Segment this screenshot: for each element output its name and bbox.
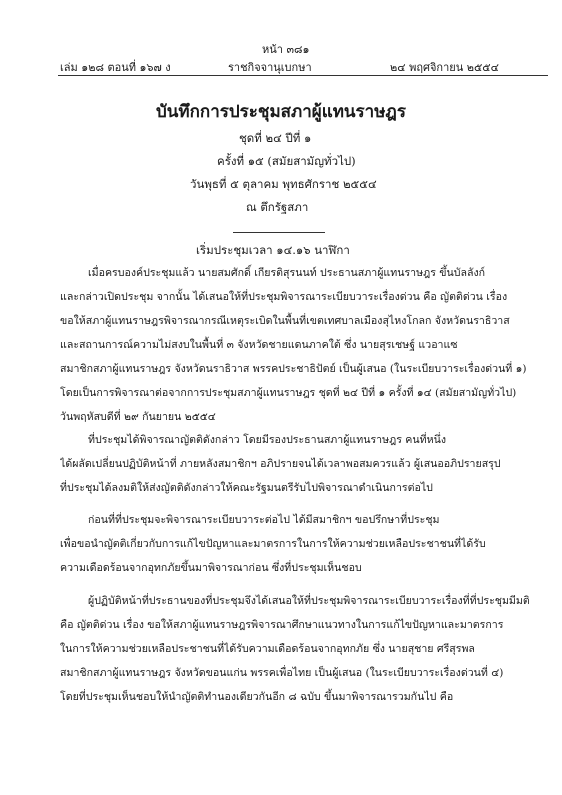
paragraph-line: โดยที่ประชุมเห็นชอบให้นำญัตติทำนองเดียวกันอีก ๘ ฉบับ ขึ้นมาพิจารณารวมกันไป คือ (60, 691, 454, 703)
section-divider (233, 232, 325, 233)
document-title: บันทึกการประชุมสภาผู้แทนราษฎร (156, 102, 406, 122)
venue-text: ณ ตึกรัฐสภา (246, 200, 309, 214)
paragraph-line: ขอให้สภาผู้แทนราษฎรพิจารณากรณีเหตุระเบิดในพื้นที่เขตเทศบาลเมืองสุไหงโกลก จังหวัดนราธิวาส (60, 315, 510, 327)
paragraph-line: ผู้ปฏิบัติหน้าที่ประธานของที่ประชุมจึงได้เสนอให้ที่ประชุมพิจารณาระเบียบวาระเรื่องที่ที่ประชุมมีมติ (88, 595, 530, 607)
paragraph-line: และกล่าวเปิดประชุม จากนั้น ได้เสนอให้ที่ประชุมพิจารณาระเบียบวาระเรื่องด่วน คือ ญัตติด่วน เรื่อง (60, 291, 508, 303)
paragraph-line: และสถานการณ์ความไม่สงบในพื้นที่ ๓ จังหวัดชายแดนภาคใต้ ซึ่ง นายสุรเชษฐ์ แวอาแซ (60, 339, 458, 351)
paragraph-line: ที่ประชุมได้พิจารณาญัตติดังกล่าว โดยมีรองประธานสภาผู้แทนราษฎร คนที่หนึ่ง (88, 434, 446, 446)
paragraph-line: ความเดือดร้อนจากอุทกภัยขึ้นมาพิจารณาก่อน ซึ่งที่ประชุมเห็นชอบ (60, 562, 362, 574)
paragraph-line: ก่อนที่ที่ประชุมจะพิจารณาระเบียบวาระต่อไป ได้มีสมาชิกฯ ขอปรึกษาที่ประชุม (88, 514, 440, 526)
meeting-text: ครั้งที่ ๑๕ (สมัยสามัญทั่วไป) (217, 154, 356, 168)
paragraph-line: ได้ผลัดเปลี่ยนปฏิบัติหน้าที่ ภายหลังสมาชิกฯ อภิปรายจนได้เวลาพอสมควรแล้ว ผู้เสนออภิปรายสรุป (60, 458, 501, 470)
paragraph-1 (60, 261, 548, 429)
start-time: เริ่มประชุมเวลา ๑๔.๑๖ นาฬิกา (196, 243, 350, 257)
header-divider (58, 75, 548, 76)
paragraph-line: โดยเป็นการพิจารณาต่อจากการประชุมสภาผู้แทนราษฎร ชุดที่ ๒๔ ปีที่ ๑ ครั้งที่ ๑๔ (สมัยสามัญทั่วไป) (60, 387, 517, 399)
paragraph-line: ในการให้ความช่วยเหลือประชาชนที่ได้รับความเดือดร้อนจากอุทกภัย ซึ่ง นายสุชาย ศรีสุรพล (60, 643, 475, 655)
publication-date: ๒๔ พฤศจิกายน ๒๕๕๔ (390, 61, 499, 74)
paragraph-line: วันพฤหัสบดีที่ ๒๙ กันยายน ๒๕๕๔ (60, 411, 216, 423)
publication-name: ราชกิจจานุเบกษา (228, 61, 312, 74)
page-number: หน้า ๓๘๑ (262, 43, 310, 56)
paragraph-line: สมาชิกสภาผู้แทนราษฎร จังหวัดขอนแก่น พรรคเพื่อไทย เป็นผู้เสนอ (ในระเบียบวาระเรื่องด่วนที่ ๔) (60, 667, 504, 679)
paragraph-line: ที่ประชุมได้ลงมติให้ส่งญัตติดังกล่าวให้คณะรัฐมนตรีรับไปพิจารณาดำเนินการต่อไป (60, 482, 433, 494)
paragraph-3 (60, 508, 548, 580)
paragraph-2 (60, 428, 548, 500)
paragraph-line: คือ ญัตติด่วน เรื่อง ขอให้สภาผู้แทนราษฎรพิจารณาศึกษาแนวทางในการแก้ไขปัญหาและมาตรการ (60, 619, 504, 631)
paragraph-line: เพื่อขอนำญัตติเกี่ยวกับการแก้ไขปัญหาและมาตรการในการให้ความช่วยเหลือประชาชนที่ได้รับ (60, 538, 486, 550)
session-text: ชุดที่ ๒๔ ปีที่ ๑ (239, 131, 312, 145)
volume-info: เล่ม ๑๒๘ ตอนที่ ๑๖๗ ง (60, 61, 171, 74)
paragraph-4 (60, 589, 548, 709)
paragraph-line: สมาชิกสภาผู้แทนราษฎร จังหวัดนราธิวาส พรรคประชาธิปัตย์ เป็นผู้เสนอ (ในระเบียบวาระเรื่องด่วนที่ ๑) (60, 363, 527, 375)
meeting-date-text: วันพุธที่ ๕ ตุลาคม พุทธศักราช ๒๕๕๔ (190, 177, 377, 191)
paragraph-line: เมื่อครบองค์ประชุมแล้ว นายสมศักดิ์ เกียรติสุรนนท์ ประธานสภาผู้แทนราษฎร ขึ้นบัลลังก์ (88, 267, 486, 279)
